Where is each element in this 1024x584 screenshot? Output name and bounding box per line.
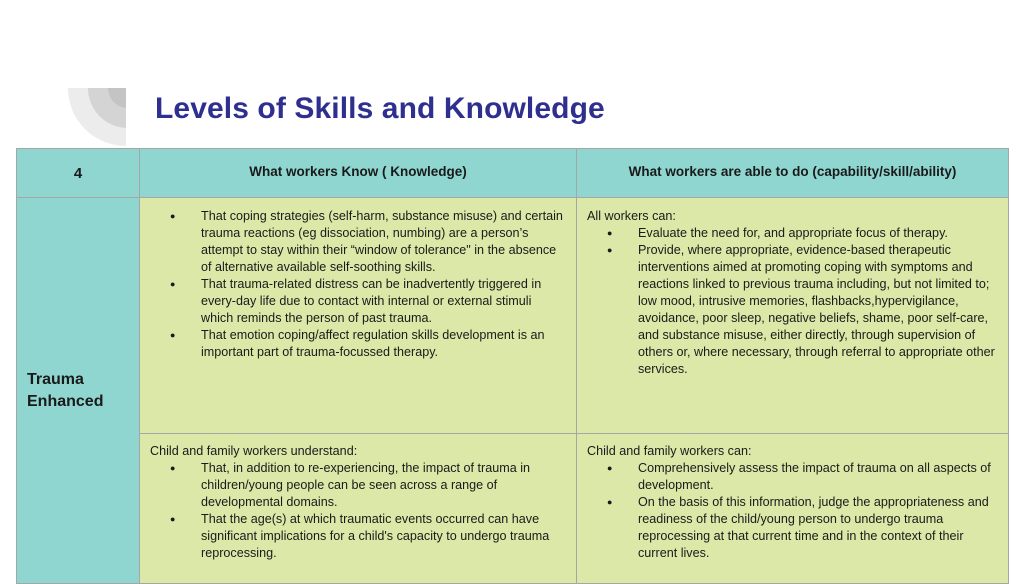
table-row: [17, 198, 1009, 434]
list-item: ● That emotion coping/affect regulation skills development is an important part of trauma-focussed therapy.: [150, 327, 566, 361]
level-number: 4: [17, 149, 140, 198]
knowledge-bullet-list: [150, 460, 566, 562]
table-header-row: [17, 149, 1009, 198]
child-family-knowledge-cell: [140, 434, 577, 584]
cell-lead-text: Child and family workers understand:: [150, 444, 358, 458]
ability-bullet-list: [587, 460, 998, 562]
list-item: ● Provide, where appropriate, evidence-based therapeutic interventions aimed at promoting coping with symptoms and reactions linked to previous trauma including, but not limited to; low mood, intrusive memories, flashbacks,hypervigilance, avoidance, poor sleep, negative beliefs, shame, poor self-care, and substance misuse, either directly, through supervision of others or, where necessary, through referral to appropriate other services.: [587, 242, 998, 378]
list-item: ● That trauma-related distress can be inadvertently triggered in every-day life due to contact with internal or external stimuli which reminds the person of past trauma.: [150, 276, 566, 327]
row-label-line: Trauma: [27, 370, 84, 388]
all-workers-ability-cell: [577, 198, 1009, 434]
all-workers-knowledge-cell: [140, 198, 577, 434]
list-item: ● Comprehensively assess the impact of trauma on all aspects of development.: [587, 460, 998, 494]
cell-lead-text: All workers can:: [587, 209, 676, 223]
row-label-trauma-enhanced: [17, 198, 140, 584]
ability-bullet-list: [587, 225, 998, 378]
list-item: ● On the basis of this information, judge the appropriateness and readiness of the child/young person to undergo trauma reprocessing at that current time and in the context of their current lives.: [587, 494, 998, 562]
list-item: ● That, in addition to re-experiencing, the impact of trauma in children/young people can be seen across a range of developmental domains.: [150, 460, 566, 511]
list-item: ● That the age(s) at which traumatic events occurred can have significant implications for a child's capacity to undergo trauma reprocessing.: [150, 511, 566, 562]
decorative-logo-icon: [68, 88, 128, 146]
skills-knowledge-table: [16, 148, 1009, 584]
knowledge-column-header: What workers Know ( Knowledge): [140, 149, 577, 198]
ability-column-header: What workers are able to do (capability/skill/ability): [577, 149, 1009, 198]
row-label-line: Enhanced: [27, 392, 104, 410]
page-title: Levels of Skills and Knowledge: [155, 92, 605, 125]
list-item: ● Evaluate the need for, and appropriate focus of therapy.: [587, 225, 998, 242]
knowledge-bullet-list: [150, 208, 566, 361]
cell-lead-text: Child and family workers can:: [587, 444, 752, 458]
table-row: [17, 434, 1009, 584]
list-item: ● That coping strategies (self-harm, substance misuse) and certain trauma reactions (eg dissociation, numbing) are a person’s attempt to stay within their “window of tolerance" in the absence of alternative available self-soothing skills.: [150, 208, 566, 276]
child-family-ability-cell: [577, 434, 1009, 584]
